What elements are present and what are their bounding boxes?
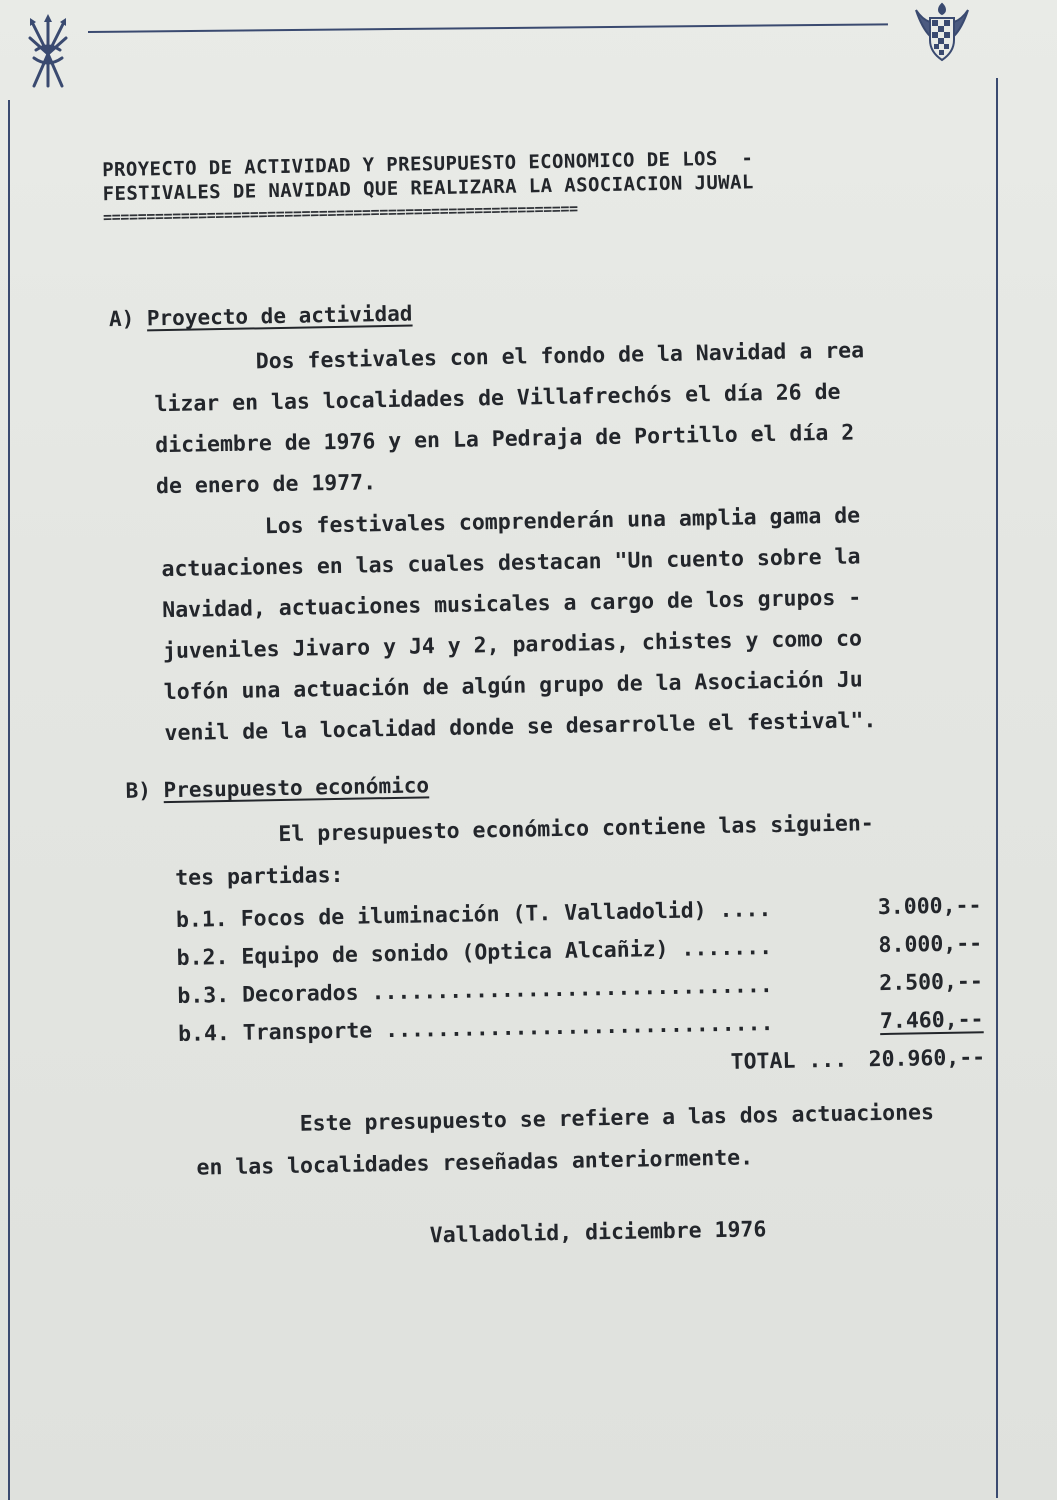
budget-item-label: b.3. Decorados ............................... (177, 973, 773, 1009)
section-b-heading (125, 773, 429, 803)
section-a-label: A) (108, 306, 135, 332)
section-a-p1-line-2: lizar en las localidades de Villafrechós el día 26 de (154, 379, 841, 418)
section-a-p2-line-3: Navidad, actuaciones musicales a cargo de los grupos - (162, 585, 862, 624)
document-title-line-2: FESTIVALES DE NAVIDAD QUE REALIZARA LA ASOCIACION JUWAL (102, 171, 754, 206)
budget-item-label: b.2. Equipo de sonido (Optica Alcañiz) ....... (176, 935, 773, 971)
closing-line-1: Este presupuesto se refiere a las dos actuaciones (299, 1100, 935, 1137)
section-a-p2-line-4: juveniles Jivaro y J4 y 2, parodias, chistes y como co (162, 626, 863, 665)
section-b-title: Presupuesto económico (163, 773, 430, 803)
document-title-line-1: PROYECTO DE ACTIVIDAD Y PRESUPUESTO ECONOMICO DE LOS - (102, 147, 754, 182)
place-and-date: Valladolid, diciembre 1976 (429, 1217, 767, 1249)
section-a-title: Proyecto de actividad (146, 301, 413, 331)
section-a-p2-line-5: lofón una actuación de algún grupo de la Asociación Ju (163, 667, 863, 706)
closing-line-2: en las localidades reseñadas anteriormente. (196, 1145, 754, 1181)
title-double-underline: ======================================================= (102, 199, 578, 227)
budget-total-label: TOTAL ... (730, 1047, 848, 1075)
section-a-p1-line-4: de enero de 1977. (155, 470, 377, 500)
section-a-p2-line-1: Los festivales comprenderán una amplia gama de (264, 503, 861, 540)
budget-item-label: b.1. Focos de iluminación (T. Valladolid) .... (175, 897, 772, 933)
section-a-p1-line-1: Dos festivales con el fondo de la Navidad a rea (255, 338, 865, 375)
budget-item-label: b.4. Transporte .............................. (177, 1011, 774, 1047)
budget-item-amount: 7.460,-- (879, 1007, 984, 1035)
section-a-heading (109, 302, 413, 332)
budget-item-amount: 8.000,-- (878, 931, 983, 959)
section-b-intro-line-1: El presupuesto económico contiene las siguien- (278, 811, 874, 848)
budget-item-amount: 2.500,-- (879, 969, 984, 997)
section-a-p1-line-3: diciembre de 1976 y en La Pedraja de Portillo el día 2 (155, 420, 855, 459)
budget-item-amount: 3.000,-- (877, 893, 982, 921)
section-b-intro-line-2: tes partidas: (174, 862, 344, 891)
budget-total-amount: 20.960,-- (868, 1045, 986, 1073)
section-a-p2-line-6: venil de la localidad donde se desarrolle el festival". (164, 708, 877, 747)
section-a-p2-line-2: actuaciones en las cuales destacan "Un cuento sobre la (161, 544, 861, 583)
section-b-label: B) (125, 778, 152, 803)
